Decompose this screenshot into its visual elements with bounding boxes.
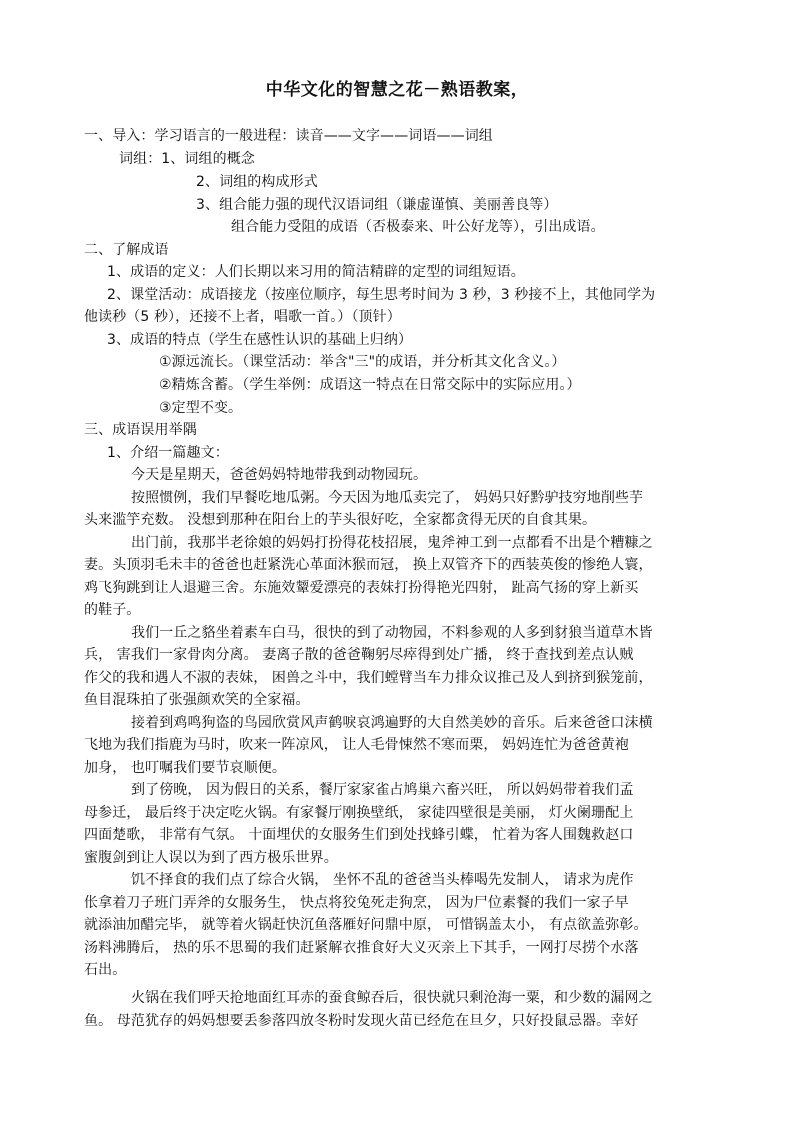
text-line: 1、成语的定义：人们长期以来习用的简洁精辟的定型的词组短语。 (107, 264, 525, 280)
text-line: 鸡飞狗跳到让人退避三舍。东施效颦爱漂亮的表妹打扮得艳光四射， 趾高气扬的穿上新买 (84, 580, 639, 596)
text-line: 饥不择食的我们点了综合火锅， 坐怀不乱的爸爸当头棒喝先发制人， 请求为虎作 (131, 872, 634, 888)
text-line: ③定型不变。 (159, 400, 243, 416)
text-line: 石出。 (84, 962, 127, 978)
section-heading: 三、成语误用举隅 (84, 422, 197, 438)
text-line: 2、词组的构成形式 (196, 174, 318, 190)
document-title: 中华文化的智慧之花－熟语教案， (265, 80, 529, 100)
text-line: 2、课堂活动：成语接龙（按座位顺序，每生思考时间为 3 秒，3 秒接不上，其他同学为 (107, 287, 656, 303)
text-line: 汤料沸腾后， 热的乐不思蜀的我们赶紧解衣推食好大义灭亲上下其手，一网打尽捞个水落 (84, 940, 639, 956)
text-line: ①源远流长。（课堂活动：举含"三"的成语，并分析其文化含义。） (159, 354, 566, 370)
text-line: 3、组合能力强的现代汉语词组（谦虚谨慎、美丽善良等） (196, 197, 558, 213)
text-line: 按照惯例，我们早餐吃地瓜粥。今天因为地瓜卖完了， 妈妈只好黔驴技穷地削些芋 (131, 490, 644, 506)
text-line: ②精炼含蓄。（学生举例：成语这一特点在日常交际中的实际应用。） (159, 377, 581, 393)
text-line: 一、导入：学习语言的一般进程：读音——文字——词语——词组 (84, 128, 493, 144)
text-line: 就添油加醋完毕， 就等着火锅赶快沉鱼落雁好问鼎中原， 可惜锅盖太小， 有点欲盖弥彰。 (84, 917, 648, 933)
text-line: 火锅在我们呼天抢地面红耳赤的蚕食鲸吞后，很快就只剩沧海一粟，和少数的漏网之 (131, 990, 653, 1006)
text-line: 头来滥竽充数。 没想到那种在阳台上的芋头很好吃，全家都贪得无厌的自食其果。 (84, 512, 597, 528)
text-line: 词组：1、词组的概念 (119, 151, 255, 167)
text-line: 出门前，我那半老徐娘的妈妈打扮得花枝招展，鬼斧神工到一点都看不出是个糟糠之 (131, 535, 653, 551)
text-line: 鱼目混珠拍了张强颜欢笑的全家福。 (84, 692, 310, 708)
text-line: 作父的我和遇人不淑的表妹， 困兽之斗中，我们螳臂当车力排众议推己及人到挤到猴笼前， (84, 670, 653, 686)
text-line: 兵， 害我们一家骨肉分离。 妻离子散的爸爸鞠躬尽瘁得到处广播， 终于查找到差点认贼 (84, 647, 634, 663)
text-line: 1、介绍一篇趣文： (107, 445, 229, 461)
text-line: 蜜腹剑到让人误以为到了西方极乐世界。 (84, 850, 338, 866)
text-line: 伥拿着刀子班门弄斧的女服务生， 快点将狡兔死走狗烹， 因为尸位素餐的我们一家子早 (84, 895, 629, 911)
text-line: 今天是星期天，爸爸妈妈特地带我到动物园玩。 (131, 467, 428, 483)
text-line: 四面楚歌， 非常有气氛。 十面埋伏的女服务生们到处找蜂引蝶， 忙着为客人围魏救赵口 (84, 827, 634, 843)
text-line: 他读秒（5 秒），还接不上者，唱歌一首。）（顶针） (84, 309, 401, 325)
text-line: 组合能力受阻的成语（否极泰来、叶公好龙等），引出成语。 (231, 219, 605, 235)
text-line: 母参迁， 最后终于决定吃火锅。有家餐厅刚换壁纸， 家徒四壁很是美丽， 灯火阑珊配上 (84, 805, 634, 821)
text-line: 飞地为我们指鹿为马时，吹来一阵凉风， 让人毛骨悚然不寒而栗， 妈妈连忙为爸爸黄袍 (84, 737, 629, 753)
text-line: 接着到鸡鸣狗盗的鸟园欣赏风声鹤唳哀鸿遍野的大自然美妙的音乐。后来爸爸口沫横 (131, 715, 653, 731)
text-line: 的鞋子。 (84, 602, 141, 618)
text-line: 加身， 也叮嘱我们要节哀顺便。 (84, 760, 286, 776)
text-line: 我们一丘之貉坐着素车白马，很快的到了动物园，不料参观的人多到豺狼当道草木皆 (131, 625, 653, 641)
text-line: 鱼。 母范犹存的妈妈想要丢参落四放冬粉时发现火苗已经危在旦夕，只好投鼠忌器。幸好 (84, 1013, 639, 1029)
text-line: 3、成语的特点（学生在感性认识的基础上归纳） (107, 332, 413, 348)
text-line: 到了傍晚， 因为假日的关系，餐厅家家雀占鸠巢六畜兴旺， 所以妈妈带着我们孟 (131, 782, 634, 798)
text-line: 妻。头顶羽毛未丰的爸爸也赶紧洗心革面沐猴而冠， 换上双管齐下的西装英俊的惨绝人寰， (84, 557, 653, 573)
section-heading: 二、了解成语 (84, 242, 169, 258)
